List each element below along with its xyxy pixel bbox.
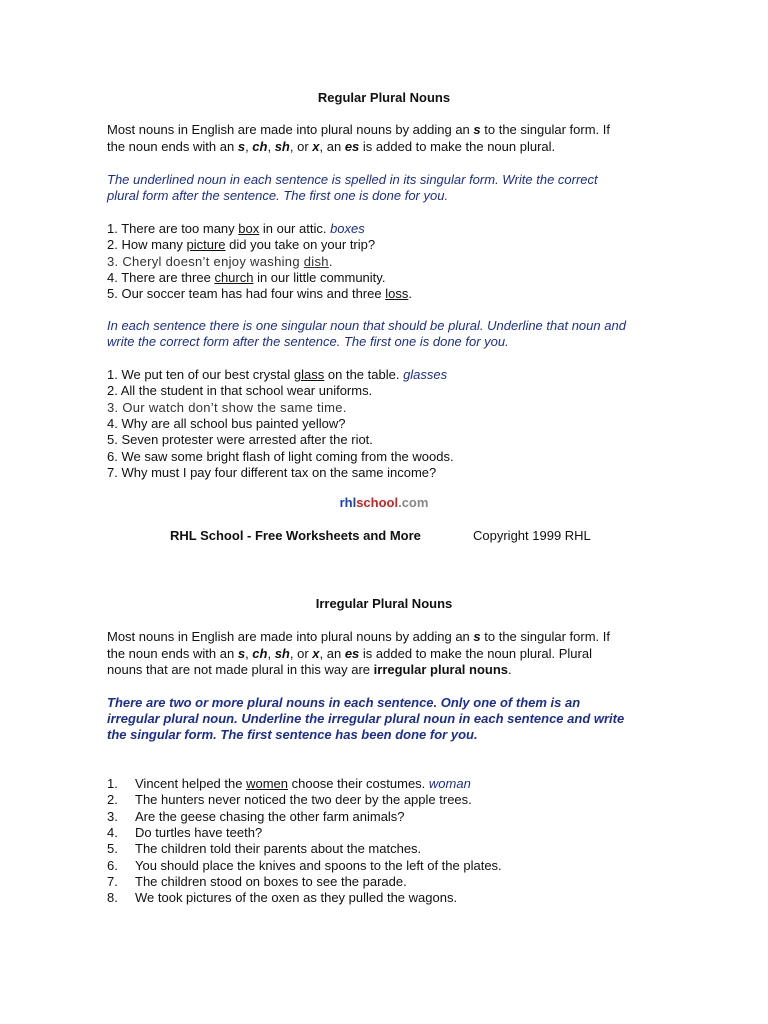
intro-line-1 — [107, 122, 610, 138]
sentence-text: 1. We put ten of our best crystal — [107, 367, 294, 382]
intro-suffix: s — [473, 122, 481, 137]
intro-text: is added to make the noun plural. — [359, 139, 556, 154]
intro-text: is added to make the noun plural. Plural — [359, 646, 592, 661]
item-number: 3. — [107, 808, 118, 824]
exercise-1-item-4 — [107, 270, 385, 286]
underlined-noun: picture — [186, 237, 226, 253]
exercise-2-item-1 — [107, 367, 447, 383]
intro-suffix: sh — [274, 139, 290, 154]
exercise-3-item-7 — [107, 874, 407, 890]
underlined-noun: church — [214, 269, 254, 285]
intro-suffix: es — [344, 139, 360, 154]
exercise-3-item-5 — [107, 841, 421, 857]
instruction-2-line-2: write the correct form after the sentence. The first one is done for you. — [107, 334, 509, 349]
intro-suffix: s — [237, 139, 246, 154]
answer-text: boxes — [330, 221, 365, 236]
sentence-text: . — [328, 253, 333, 269]
intro-text: , or — [289, 139, 313, 154]
sentence-text: 6. We saw some bright flash of light coming from the woods. — [107, 448, 454, 464]
sentence-text: in our attic. — [259, 221, 331, 236]
sentence-text: choose their costumes. — [288, 776, 429, 791]
intro-text: to the singular form. If — [480, 629, 610, 644]
exercise-3-item-3 — [107, 809, 405, 825]
exercise-1-item-1 — [107, 221, 365, 237]
instruction-3-line-2: irregular plural noun. Underline the irregular plural noun in each sentence and write — [107, 711, 625, 726]
instruction-3-line-1: There are two or more plural nouns in each sentence. Only one of them is an — [107, 695, 581, 710]
footer-copyright: Copyright 1999 RHL — [473, 528, 591, 543]
exercise-3-item-1 — [107, 776, 471, 792]
sentence-text: 5. Our soccer team has had four wins and three — [107, 286, 386, 302]
sentence-text: . — [408, 286, 412, 302]
intro-suffix: s — [473, 629, 481, 644]
sentence-text: We took pictures of the oxen as they pulled the wagons. — [135, 890, 458, 906]
intro-text: , — [245, 139, 253, 154]
sentence-text: The children told their parents about the matches. — [135, 841, 422, 857]
exercise-2-item-2 — [107, 383, 372, 399]
intro-text: , or — [289, 646, 313, 661]
answer-text: woman — [428, 776, 471, 791]
intro-text: , — [245, 646, 253, 661]
sentence-text: 3. Cheryl doesn’t enjoy washing — [107, 253, 304, 269]
instruction-2-line-1: In each sentence there is one singular noun that should be plural. Underline that noun and — [107, 318, 626, 333]
instruction-1-line-1: The underlined noun in each sentence is spelled in its singular form. Write the correct — [107, 172, 598, 187]
exercise-3-item-2 — [107, 792, 472, 808]
logo-part-com: .com — [398, 495, 429, 510]
exercise-3-item-4 — [107, 825, 262, 841]
logo-part-rhl: rhl — [339, 495, 357, 510]
intro-suffix: sh — [274, 646, 290, 661]
intro-text: , an — [319, 646, 345, 661]
sentence-text: 1. There are too many — [107, 221, 239, 236]
item-number: 6. — [107, 857, 118, 873]
intro-text: nouns that are not made plural in this way are — [107, 662, 374, 677]
item-number: 4. — [107, 824, 118, 840]
sentence-text: You should place the knives and spoons to the left of the plates. — [135, 857, 502, 873]
sentence-text: The children stood on boxes to see the parade. — [135, 873, 407, 889]
exercise-2-item-6 — [107, 449, 454, 465]
instruction-3-line-3: the singular form. The first sentence has been done for you. — [107, 727, 478, 742]
sentence-text: did you take on your trip? — [225, 237, 376, 253]
intro-suffix: x — [312, 646, 320, 661]
sentence-text: 5. Seven protester were arrested after the riot. — [107, 432, 373, 448]
section-title-irregular: Irregular Plural Nouns — [315, 596, 453, 611]
sentence-text: 7. Why must I pay four different tax on the same income? — [107, 464, 437, 480]
intro-suffix: s — [237, 646, 246, 661]
exercise-2-item-3 — [107, 400, 347, 416]
exercise-1-item-2 — [107, 237, 375, 253]
intro2-line-1 — [107, 629, 610, 645]
logo-part-school: school — [356, 495, 399, 510]
sentence-text: 3. Our watch don’t show the same time. — [107, 399, 347, 415]
exercise-2-item-5 — [107, 432, 373, 448]
item-number: 2. — [107, 792, 118, 808]
intro2-line-3 — [107, 662, 512, 678]
sentence-text: Are the geese chasing the other farm animals? — [135, 808, 405, 824]
sentence-text: 2. How many — [107, 237, 187, 253]
exercise-2-item-7 — [107, 465, 436, 481]
answer-text: glasses — [403, 367, 448, 382]
item-number: 8. — [107, 890, 118, 906]
section-title-regular: Regular Plural Nouns — [317, 90, 451, 105]
sentence-text: Do turtles have teeth? — [135, 824, 263, 840]
intro-suffix: es — [344, 646, 360, 661]
intro-text: Most nouns in English are made into plural nouns by adding an — [107, 629, 474, 644]
rhlschool-logo[interactable] — [0, 495, 768, 510]
exercise-3-item-8 — [107, 890, 457, 906]
item-number: 1. — [107, 776, 118, 791]
intro2-line-2 — [107, 646, 592, 662]
intro-text: to the singular form. If — [480, 122, 610, 137]
intro-suffix: x — [312, 139, 320, 154]
intro-text: , an — [319, 139, 345, 154]
intro-text: Most nouns in English are made into plural nouns by adding an — [107, 122, 474, 137]
underlined-noun: women — [246, 776, 288, 791]
sentence-text: The hunters never noticed the two deer by the apple trees. — [135, 792, 472, 808]
exercise-3-item-6 — [107, 858, 502, 874]
sentence-text: Vincent helped the — [135, 776, 247, 791]
sentence-text: 2. All the student in that school wear uniforms. — [107, 383, 373, 399]
underlined-noun: box — [238, 221, 260, 236]
sentence-text: in our little community. — [253, 269, 386, 285]
exercise-2-item-4 — [107, 416, 345, 432]
intro-suffix: ch — [252, 139, 268, 154]
underlined-noun: glass — [293, 367, 325, 382]
exercise-1-item-3 — [107, 254, 333, 270]
intro-text: , — [267, 139, 275, 154]
intro-text: . — [508, 662, 512, 677]
sentence-text: 4. There are three — [107, 269, 215, 285]
intro-term: irregular plural nouns — [373, 662, 509, 677]
intro-text: , — [267, 646, 275, 661]
underlined-noun: dish — [303, 253, 329, 269]
item-number: 5. — [107, 841, 118, 857]
intro-suffix: ch — [252, 646, 268, 661]
exercise-1-item-5 — [107, 286, 412, 302]
instruction-1-line-2: plural form after the sentence. The first one is done for you. — [107, 188, 449, 203]
sentence-text: on the table. — [324, 367, 404, 382]
item-number: 7. — [107, 873, 118, 889]
sentence-text: 4. Why are all school bus painted yellow? — [107, 415, 346, 431]
intro-line-2 — [107, 139, 555, 155]
footer-site-name: RHL School - Free Worksheets and More — [170, 528, 421, 543]
underlined-noun: loss — [385, 286, 409, 302]
intro-text: the noun ends with an — [107, 139, 238, 154]
intro-text: the noun ends with an — [107, 646, 238, 661]
